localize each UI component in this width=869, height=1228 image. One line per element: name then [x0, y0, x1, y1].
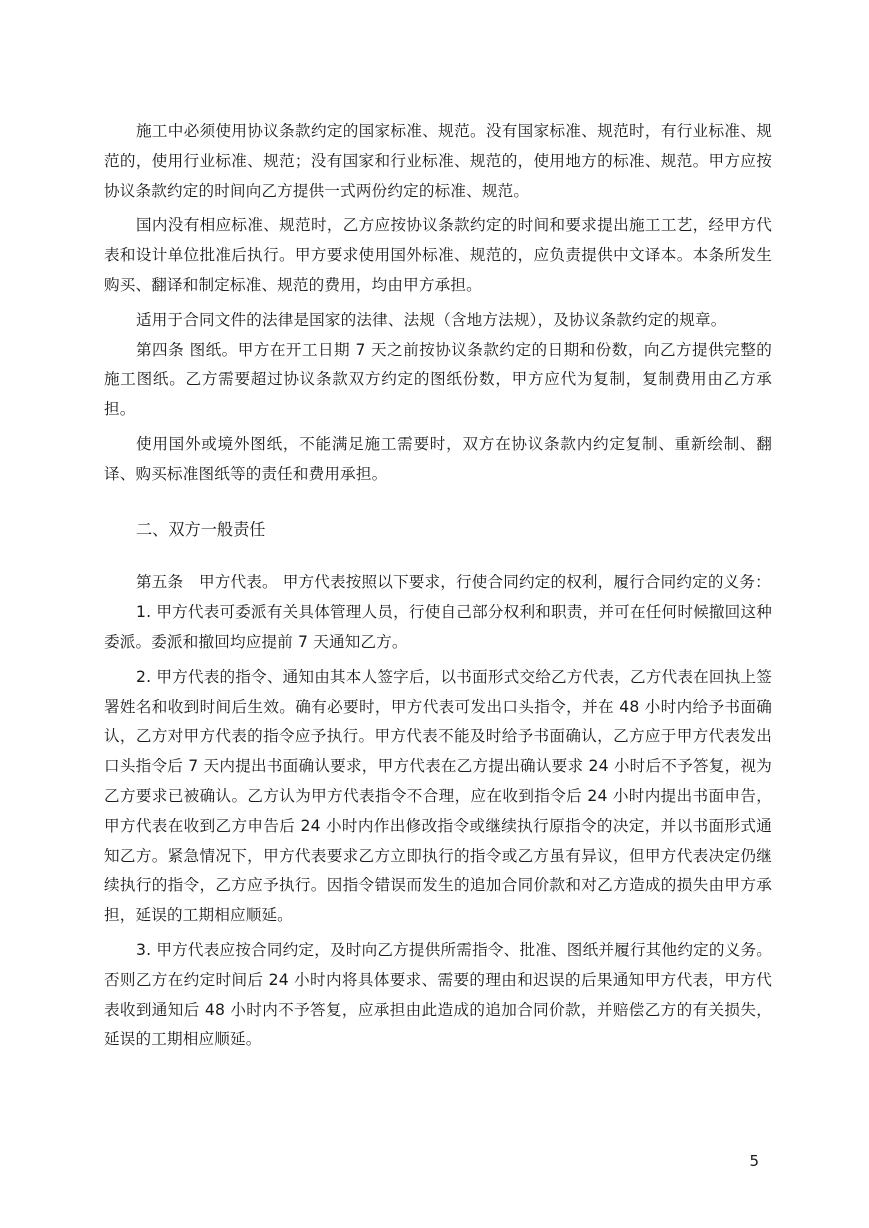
paragraph-item-1: 1. 甲方代表可委派有关具体管理人员，行使自己部分权利和职责，并可在任何时候撤回这种委派。委派和撤回均应提前 7 天通知乙方。: [104, 603, 772, 651]
paragraph-domestic-standards: 国内没有相应标准、规范时，乙方应按协议条款约定的时间和要求提出施工工艺，经甲方代表和设计单位批准后执行。甲方要求使用国外标准、规范的，应负责提供中文译本。本条所发生购买、翻译和制定标准、规范的费用，均由甲方承担。: [104, 216, 772, 294]
paragraph-standards: 施工中必须使用协议条款约定的国家标准、规范。没有国家标准、规范时，有行业标准、规范的，使用行业标准、规范；没有国家和行业标准、规范的，使用地方的标准、规范。甲方应按协议条款约定的时间向乙方提供一式两份约定的标准、规范。: [104, 122, 772, 200]
paragraph-article-5: 第五条 甲方代表。 甲方代表按照以下要求，行使合同约定的权利，履行合同约定的义务：: [136, 573, 771, 592]
paragraph-applicable-law: 适用于合同文件的法律是国家的法律、法规（含地方法规），及协议条款约定的规章。: [136, 310, 727, 329]
document-body: [104, 117, 772, 1055]
paragraph-item-2: 2. 甲方代表的指令、通知由其本人签字后，以书面形式交给乙方代表，乙方代表在回执上签署姓名和收到时间后生效。确有必要时，甲方代表可发出口头指令，并在 48 小时内给予书面确认，乙方对甲方代表的指令应予执行。甲方代表不能及时给予书面确认，乙方应于甲方代表发出口头指令后 7 天内提出书面确认要求，甲方代表在乙方提出确认要求 24 小时后不予答复，视为乙方要求已被确认。乙方认为甲方代表指令不合理，应在收到指令后 24 小时内提出书面申告，甲方代表在收到乙方申告后 24 小时内作出修改指令或继续执行原指令的决定，并以书面形式通知乙方。紧急情况下，甲方代表要求乙方立即执行的指令或乙方虽有异议，但甲方代表决定仍继续执行的指令，乙方应予执行。因指令错误而发生的追加合同价款和对乙方造成的损失由甲方承担，延误的工期相应顺延。: [104, 667, 772, 925]
paragraph-article-4-drawings: 第四条 图纸。甲方在开工日期 7 天之前按协议条款约定的日期和份数，向乙方提供完整的施工图纸。乙方需要超过协议条款双方约定的图纸份数，甲方应代为复制，复制费用由乙方承担。: [104, 340, 772, 419]
section-heading: 二、双方一般责任: [136, 519, 266, 539]
paragraph-foreign-drawings: 使用国外或境外图纸，不能满足施工需要时，双方在协议条款内约定复制、重新绘制、翻译、购买标准图纸等的责任和费用承担。: [104, 434, 772, 483]
page-number: 5: [749, 1152, 759, 1170]
paragraph-item-3: 3. 甲方代表应按合同约定，及时向乙方提供所需指令、批准、图纸并履行其他约定的义务。否则乙方在约定时间后 24 小时内将具体要求、需要的理由和迟误的后果通知甲方代表，甲方代表收到通知后 48 小时内不予答复，应承担由此造成的追加合同价款，并赔偿乙方的有关损失，延误的工期相应顺延。: [104, 940, 772, 1049]
